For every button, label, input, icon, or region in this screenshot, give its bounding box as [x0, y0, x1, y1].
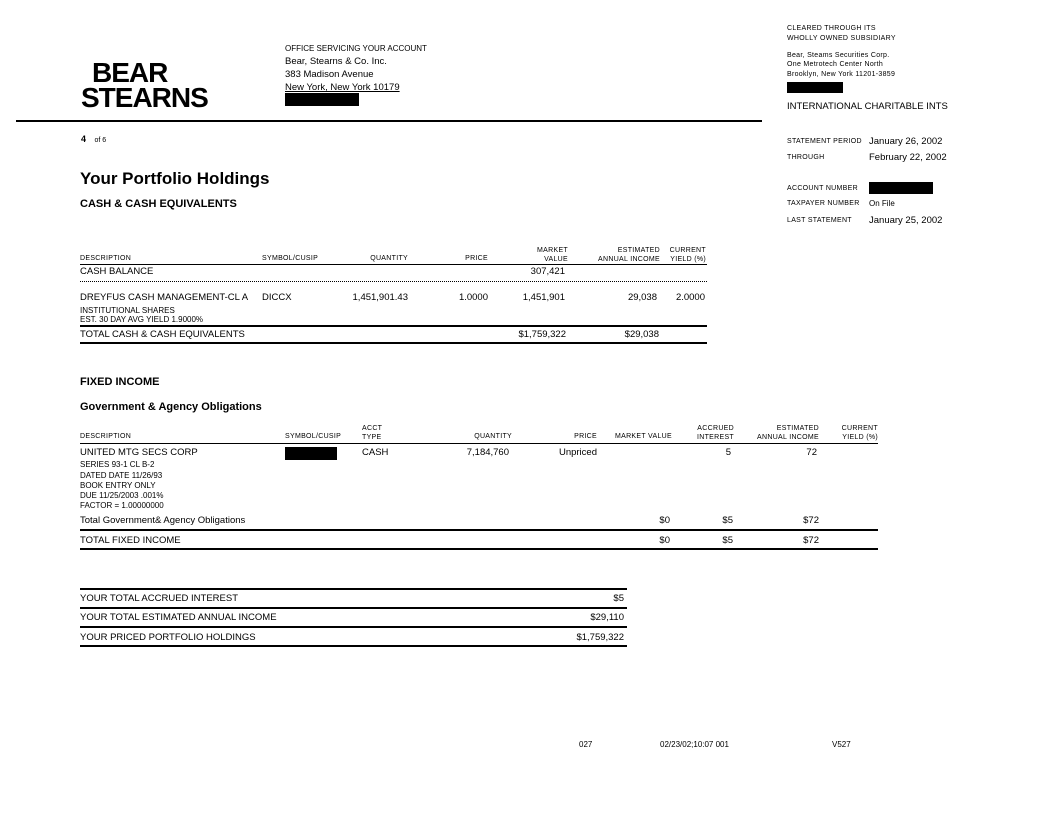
dreyfus-sub-line-2: EST. 30 DAY AVG YIELD 1.9000%: [80, 315, 204, 324]
last-statement-label: LAST STATEMENT: [787, 217, 852, 224]
cash-section-title: CASH & CASH EQUIVALENTS: [80, 198, 237, 210]
cash-header-rule: [80, 264, 707, 265]
dreyfus-sub-line-1: INSTITUTIONAL SHARES: [80, 306, 175, 315]
office-line-1: Bear, Stearns & Co. Inc.: [285, 56, 387, 67]
cash-header-description: DESCRIPTION: [80, 255, 132, 262]
summary-rule-3: [80, 645, 627, 647]
fixed-header-type-line-1: ACCT: [362, 425, 383, 432]
fixed-total-accrued: $5: [722, 535, 733, 546]
summary-rule-1: [80, 607, 627, 609]
gov-subtotal-accrued: $5: [722, 515, 733, 526]
summary-label-income: YOUR TOTAL ESTIMATED ANNUAL INCOME: [80, 612, 277, 623]
summary-value-holdings: $1,759,322: [576, 632, 624, 643]
fixed-row-sub-4: DUE 11/25/2003 .001%: [80, 491, 164, 500]
logo-line-2: STEARNS: [81, 82, 208, 113]
office-label: OFFICE SERVICING YOUR ACCOUNT: [285, 44, 427, 53]
bear-stearns-logo: [81, 57, 208, 113]
fixed-row-sub-5: FACTOR = 1.00000000: [80, 501, 164, 510]
account-number-label: ACCOUNT NUMBER: [787, 185, 858, 192]
cash-total-top-rule: [80, 325, 707, 327]
fixed-row-sub-1: SERIES 93-1 CL B-2: [80, 460, 155, 469]
dreyfus-description: DREYFUS CASH MANAGEMENT-CL A: [80, 292, 249, 303]
fixed-row-quantity: 7,184,760: [466, 447, 509, 458]
gov-section-title: Government & Agency Obligations: [80, 401, 262, 413]
page-current: 4: [81, 134, 87, 144]
gov-subtotal-market-value: $0: [659, 515, 670, 526]
dreyfus-yield: 2.0000: [675, 292, 705, 303]
gov-subtotal-label: Total Government& Agency Obligations: [80, 515, 246, 526]
cash-header-est-income: [598, 246, 660, 264]
cash-header-est-line-2: ANNUAL INCOME: [598, 256, 660, 263]
fixed-header-est-income: [757, 424, 819, 442]
statement-period-value: January 26, 2002: [869, 136, 943, 147]
fixed-header-est-line-2: ANNUAL INCOME: [757, 434, 819, 441]
summary-value-accrued: $5: [613, 593, 624, 604]
taxpayer-label: TAXPAYER NUMBER: [787, 200, 860, 207]
dreyfus-symbol: DICCX: [262, 292, 292, 303]
fixed-total-market-value: $0: [659, 535, 670, 546]
cash-header-yield: [670, 246, 706, 264]
cash-header-est-line-1: ESTIMATED: [617, 247, 660, 254]
fixed-row-description: UNITED MTG SECS CORP: [80, 447, 198, 458]
fixed-row-price: Unpriced: [558, 447, 597, 458]
cash-header-yield-line-1: CURRENT: [669, 247, 706, 254]
fixed-row-accrued: 5: [725, 447, 731, 458]
dreyfus-price: 1.0000: [458, 292, 488, 303]
fixed-header-yield-line-1: CURRENT: [841, 425, 878, 432]
fixed-header-type-line-2: TYPE: [362, 434, 382, 441]
header-rule: [16, 120, 762, 122]
clearing-line-3: Brooklyn, New York 11201-3859: [787, 71, 896, 78]
fixed-row-sub-3: BOOK ENTRY ONLY: [80, 481, 156, 490]
cash-header-quantity: QUANTITY: [370, 255, 408, 262]
dreyfus-market-value: 1,451,901: [522, 292, 565, 303]
redacted-account-number: [869, 182, 933, 194]
cash-total-market-value: $1,759,322: [518, 329, 566, 340]
fixed-row-sub-2: DATED DATE 11/26/93: [80, 471, 163, 480]
fixed-total-label: TOTAL FIXED INCOME: [80, 535, 181, 546]
fixed-header-rule: [80, 443, 878, 444]
summary-label-holdings: YOUR PRICED PORTFOLIO HOLDINGS: [80, 632, 256, 643]
cash-balance-value: 307,421: [530, 266, 565, 277]
office-line-3: New York, New York 10179: [285, 82, 400, 93]
fixed-header-yield: [842, 424, 878, 442]
gov-subtotal-est-income: $72: [803, 515, 819, 526]
taxpayer-value: On File: [869, 199, 895, 208]
cash-header-market-value: [537, 246, 568, 264]
fixed-header-price: PRICE: [574, 433, 597, 440]
summary-value-income: $29,110: [590, 612, 624, 623]
cash-balance-dotted-rule: [80, 281, 707, 282]
fixed-header-yield-line-2: YIELD (%): [842, 434, 878, 441]
cash-header-yield-line-2: YIELD (%): [670, 256, 706, 263]
summary-rule-0: [80, 588, 627, 590]
office-line-2: 383 Madison Avenue: [285, 69, 374, 80]
fixed-header-type: [362, 424, 382, 442]
clearing-line-2: One Metrotech Center North: [787, 61, 884, 68]
account-name: INTERNATIONAL CHARITABLE INTS: [787, 101, 948, 112]
redacted-clearing-info: [787, 82, 843, 93]
last-statement-value: January 25, 2002: [869, 215, 943, 226]
fixed-header-accrued-line-2: INTEREST: [696, 434, 734, 441]
cash-total-bottom-rule: [80, 342, 707, 344]
fixed-row-type: CASH: [362, 447, 389, 458]
fixed-income-title: FIXED INCOME: [80, 376, 160, 388]
logo-line-1: BEAR: [92, 57, 168, 88]
cash-header-market-line-2: VALUE: [544, 256, 568, 263]
footer-timestamp: 02/23/02;10:07 001: [660, 740, 729, 749]
fixed-header-est-line-1: ESTIMATED: [776, 425, 819, 432]
fixed-header-accrued-line-1: ACCRUED: [697, 425, 734, 432]
statement-period-label: STATEMENT PERIOD: [787, 138, 862, 145]
redacted-cusip: [285, 447, 337, 460]
cash-balance-label: CASH BALANCE: [80, 266, 154, 277]
footer-code-2: V527: [832, 740, 851, 749]
through-value: February 22, 2002: [869, 152, 947, 163]
cleared-line-1: CLEARED THROUGH ITS: [787, 25, 876, 32]
cleared-line-2: WHOLLY OWNED SUBSIDIARY: [787, 35, 896, 42]
page-number: [81, 129, 106, 147]
fixed-total-rule: [80, 548, 878, 550]
redacted-office-phone: [285, 93, 359, 106]
fixed-header-market-value: MARKET VALUE: [614, 433, 672, 440]
fixed-header-quantity: QUANTITY: [474, 433, 512, 440]
footer-code-1: 027: [579, 740, 593, 749]
page-title: Your Portfolio Holdings: [80, 169, 270, 188]
cash-total-est-income: $29,038: [624, 329, 659, 340]
gov-subtotal-rule: [80, 529, 878, 531]
cash-header-price: PRICE: [465, 255, 488, 262]
fixed-header-accrued: [697, 424, 734, 442]
through-label: THROUGH: [787, 154, 825, 161]
clearing-line-1: Bear, Steams Securities Corp.: [787, 52, 890, 59]
summary-rule-2: [80, 626, 627, 628]
dreyfus-est-income: 29,038: [627, 292, 657, 303]
fixed-header-symbol: SYMBOL/CUSIP: [285, 433, 342, 440]
fixed-total-est-income: $72: [803, 535, 819, 546]
fixed-header-description: DESCRIPTION: [80, 433, 132, 440]
cash-total-label: TOTAL CASH & CASH EQUIVALENTS: [80, 329, 245, 340]
cash-header-market-line-1: MARKET: [537, 247, 568, 254]
cash-header-symbol: SYMBOL/CUSIP: [262, 255, 319, 262]
fixed-row-est-income: 72: [806, 447, 817, 458]
dreyfus-quantity: 1,451,901.43: [352, 292, 408, 303]
page-of: of 6: [94, 137, 107, 144]
summary-label-accrued: YOUR TOTAL ACCRUED INTEREST: [80, 593, 239, 604]
